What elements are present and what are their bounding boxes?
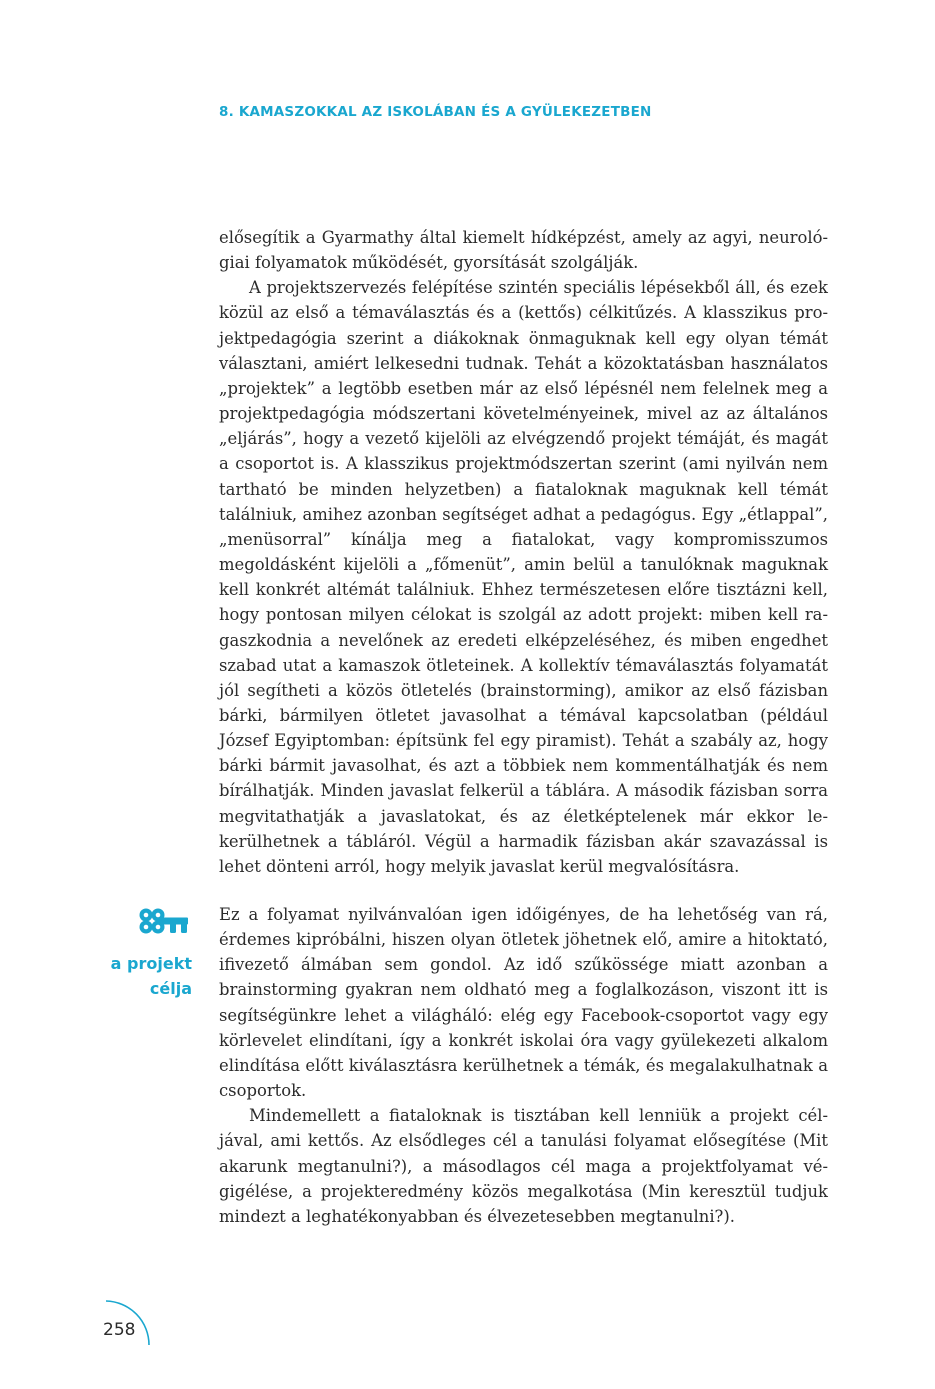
- main-text-block: [219, 225, 828, 879]
- margin-note-line: célja: [149, 979, 192, 998]
- margin-note-label: [100, 951, 192, 1001]
- paragraph: A projektszervezés felépítése szintén speciális lépésekből áll, és ezek közül az első a témaválasztás és a (kettős) célkitűzés. A klasszikus projektpedagógia szerint a diákoknak önmaguknak kell egy olyan témát választani, amiért lelkesedni tudnak. Tehát a közoktatásban használatos „projektek” a legtöbb esetben már az első lépésnél nem felelnek meg a projektpedagógia módszertani követelményeinek, mivel az az általános „eljárás”, hogy a vezető kijelöli az elvégzendő projekt témáját, és magát a csoportot is. A klasszikus projektmódszertan szerint (ami nyilván nem tartható be minden helyzetben) a fiataloknak maguknak kell témát találniuk, amihez azonban segítséget adhat a pedagógus. Egy „étlappal”, „menüsorral” kínálja meg a fiatalokat, vagy kompromisszumos megoldásként kijelöli a „főmenüt”, amin belül a tanulóknak maguknak kell konkrét altémát találniuk. Ehhez természetesen előre tisztázni kell, hogy pontosan milyen célokat is szolgál az adott projekt: miben kell ragaszkodnia a nevelőnek az eredeti elképzeléséhez, és miben engedhet szabad utat a kamaszok ötleteinek. A kollektív témaválasztás folyamatát jól segítheti a közös ötletelés (brainstorming), amikor az első fázisban bárki, bármilyen ötletet javasolhat a témával kapcsolatban (például József Egyiptomban: építsünk fel egy piramist). Tehát a szabály az, hogy bárki bármit javasolhat, és azt a többiek nem kommentálhatják és nem bírálhatják. Minden javaslat felkerül a táblára. A második fázisban sorra megvitathatják a javaslatokat, és az életképtelenek már ekkor lekerülhetnek a tábláról. Végül a harmadik fázisban akár szavazással is lehet dönteni arról, hogy melyik javaslat kerül megvalósításra.: [219, 278, 828, 876]
- running-head: 8. KAMASZOKKAL AZ ISKOLÁBAN ÉS A GYÜLEKEZETBEN: [219, 104, 652, 120]
- key-icon: [138, 905, 190, 941]
- paragraph: Mindemellett a fiataloknak is tisztában kell lenniük a projekt céljával, ami kettős. Az elsődleges cél a tanulási folyamat elősegítése (Mit akarunk megtanulni?), a másodlagos cél maga a projektfolyamat végigélése, a projekteredmény közös megalkotása (Min keresztül tudjuk mindezt a leghatékonyabban és élvezetesebben megtanulni?).: [219, 1106, 828, 1226]
- page-number: 258: [103, 1320, 136, 1340]
- paragraph: Ez a folyamat nyilvánvalóan igen időigényes, de ha lehetőség van rá, érdemes kipróbálni, hiszen olyan ötletek jöhetnek elő, amire a hitoktató, ifivezető álmában sem gondol. Az idő szűkössége miatt azonban a brainstorming gyakran nem oldható meg a foglalkozáson, viszont itt is segítségünkre lehet a világháló: elég egy Facebook-csoportot vagy egy körlevelet elindítani, így a konkrét iskolai óra vagy gyülekezeti alkalom elindítása előtt kiválasztásra kerülhetnek a témák, és megalakulhatnak a csoportok.: [219, 905, 828, 1101]
- main-text-block: [219, 902, 828, 1229]
- paragraph: elősegítik a Gyarmathy által kiemelt hídképzést, amely az agyi, neurológiai folyamatok működését, gyorsítását szolgálják.: [219, 228, 828, 273]
- margin-note: [100, 905, 192, 1001]
- margin-note-line: a projekt: [110, 954, 192, 973]
